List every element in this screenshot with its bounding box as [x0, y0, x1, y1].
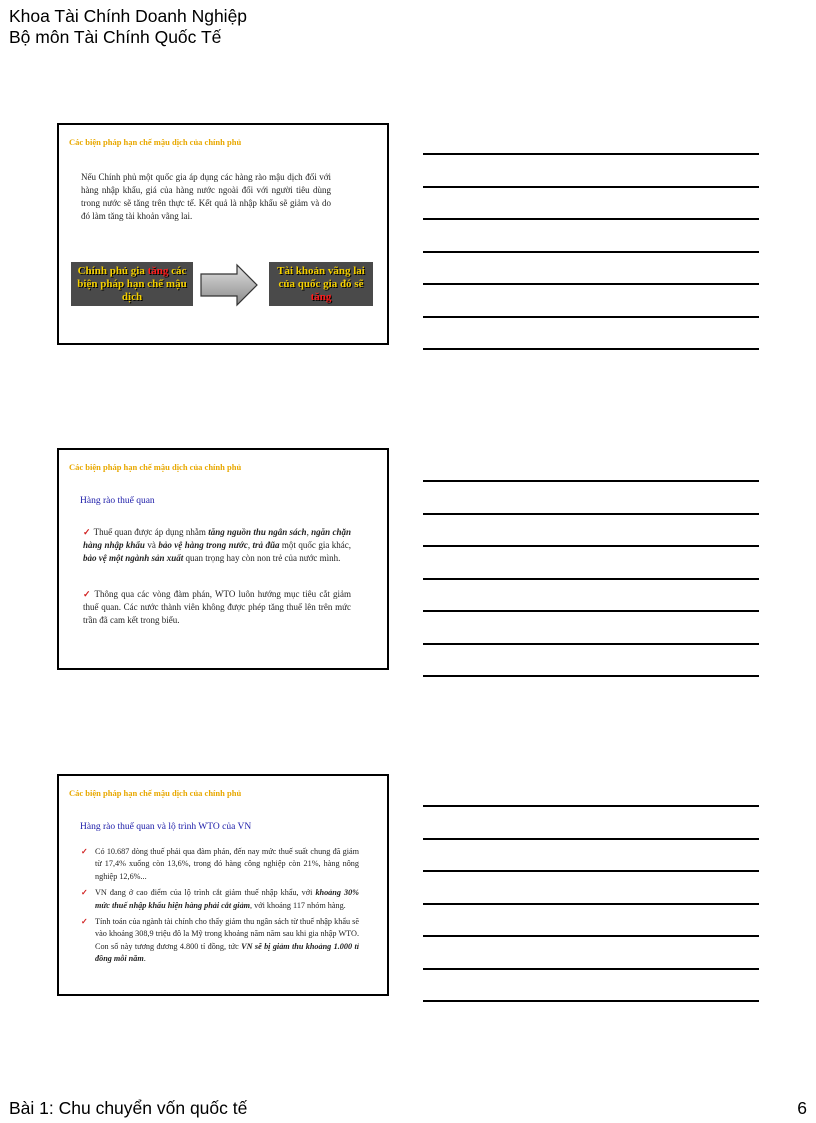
note-line — [423, 186, 759, 188]
slide-2 — [57, 448, 389, 670]
bullet-text: , — [247, 540, 253, 550]
slide-1 — [57, 123, 389, 345]
right-arrow-icon — [199, 263, 259, 307]
note-line — [423, 153, 759, 155]
bullet-text: một quốc gia khác, — [279, 540, 351, 550]
bullet-text: Có 10.687 dòng thuế phải qua đàm phán, đến nay mức thuế suất chung đã giảm từ 17,4% xuống còn 13,6%, trong đó hàng công nghiệp còn 21%, hàng nông nghiệp 12,6%... — [95, 847, 359, 881]
note-line — [423, 903, 759, 905]
note-line — [423, 545, 759, 547]
list-item — [81, 846, 359, 883]
note-line — [423, 935, 759, 937]
bullet-text: , — [306, 527, 312, 537]
bullet-list — [81, 846, 359, 970]
bullet-emphasis: khoảng 30% mức thuế nhập khẩu hiện hàng phải cắt giảm — [95, 888, 359, 910]
note-line — [423, 805, 759, 807]
bullet-emphasis: trả đũa — [252, 540, 280, 550]
check-icon: ✓ — [81, 917, 88, 927]
bullet-text: VN đang ở cao điểm của lộ trình cắt giảm thuế nhập khẩu, với — [95, 888, 316, 898]
bullet-text: quan trọng hay còn non trẻ của nước mình. — [183, 553, 341, 563]
slide-subtitle: Hàng rào thuế quan — [80, 496, 155, 506]
bullet-emphasis: ngăn chặn hàng nhập khẩu — [83, 527, 351, 550]
note-line — [423, 578, 759, 580]
effect-box-text: Tài khoản vãng lai của quốc gia đó sẽ — [277, 264, 365, 290]
cause-box-highlight: tăng — [147, 264, 169, 277]
slide-paragraph: Nếu Chính phủ một quốc gia áp dụng các hàng rào mậu dịch đối với hàng nhập khẩu, giá của hàng nước ngoài đối với người tiêu dùng trong nước sẽ tăng trên thực tế. Kết quả là nhập khẩu sẽ giảm và do đó làm tăng tài khoản vãng lai. — [81, 172, 331, 221]
check-icon: ✓ — [81, 847, 88, 856]
bullet-text: và — [144, 540, 159, 550]
note-line — [423, 251, 759, 253]
department-name: Bộ môn Tài Chính Quốc Tế — [9, 27, 222, 47]
note-line — [423, 218, 759, 220]
document-header — [9, 6, 247, 48]
slide-title: Các biện pháp hạn chế mậu dịch của chính phủ — [69, 788, 242, 798]
note-line — [423, 968, 759, 970]
bullet-text: , với khoảng 117 nhóm hàng. — [250, 900, 346, 910]
note-line — [423, 610, 759, 612]
bullet-text: . — [143, 954, 146, 964]
effect-box-highlight: tăng — [310, 290, 332, 303]
cause-box-text: Chính phủ gia — [77, 264, 148, 277]
cause-box-text-end: các biện pháp hạn chế mậu dịch — [77, 264, 187, 303]
slide-subtitle: Hàng rào thuế quan và lộ trình WTO của VN — [80, 822, 252, 832]
slide-title: Các biện pháp hạn chế mậu dịch của chính phủ — [69, 462, 242, 472]
list-item — [81, 916, 359, 966]
bullet-emphasis: tăng nguồn thu ngân sách — [208, 527, 307, 537]
bullet-text: Thông qua các vòng đàm phán, WTO luôn hướng mục tiêu cắt giảm thuế quan. Các nước thành viên không được phép tăng thuế lên trên mức trần đã cam kết trong biểu. — [83, 589, 351, 625]
note-line — [423, 870, 759, 872]
note-lines-2 — [423, 480, 759, 708]
bullet-1 — [83, 526, 351, 565]
bullet-2 — [83, 588, 351, 627]
bullet-text: Tính toán của ngành tài chính cho thấy giảm thu ngân sách từ thuế nhập khẩu sẽ vào khoảng 308,9 triệu đô la Mỹ trong khoảng năm năm sau khi gia nhập WTO. Con số này tương đương 4.800 tỉ đồng, tức — [95, 917, 359, 951]
bullet-text: Thuế quan được áp dụng nhằm — [93, 527, 209, 537]
note-line — [423, 513, 759, 515]
note-line — [423, 283, 759, 285]
note-line — [423, 480, 759, 482]
note-line — [423, 1000, 759, 1002]
lesson-title: Bài 1: Chu chuyển vốn quốc tế — [9, 1098, 248, 1118]
note-line — [423, 838, 759, 840]
page-number: 6 — [797, 1098, 807, 1118]
note-lines-1 — [423, 153, 759, 381]
slide-3 — [57, 774, 389, 996]
bullet-emphasis: bảo vệ hàng trong nước — [158, 540, 248, 550]
bullet-emphasis: VN sẽ bị giảm thu khoảng 1.000 tỉ đồng mỗi năm — [95, 941, 359, 964]
cause-box — [71, 262, 193, 306]
note-line — [423, 348, 759, 350]
effect-box — [269, 262, 373, 306]
bullet-emphasis: bảo vệ một ngành sản xuất — [83, 553, 184, 563]
note-line — [423, 316, 759, 318]
check-icon: ✓ — [81, 888, 88, 898]
slide-title: Các biện pháp hạn chế mậu dịch của chính phủ — [69, 137, 242, 147]
note-line — [423, 643, 759, 645]
faculty-name: Khoa Tài Chính Doanh Nghiệp — [9, 6, 248, 26]
note-line — [423, 675, 759, 677]
note-lines-3 — [423, 805, 759, 1033]
list-item — [81, 887, 359, 912]
check-icon: ✓ — [83, 589, 92, 599]
check-icon: ✓ — [83, 527, 91, 537]
